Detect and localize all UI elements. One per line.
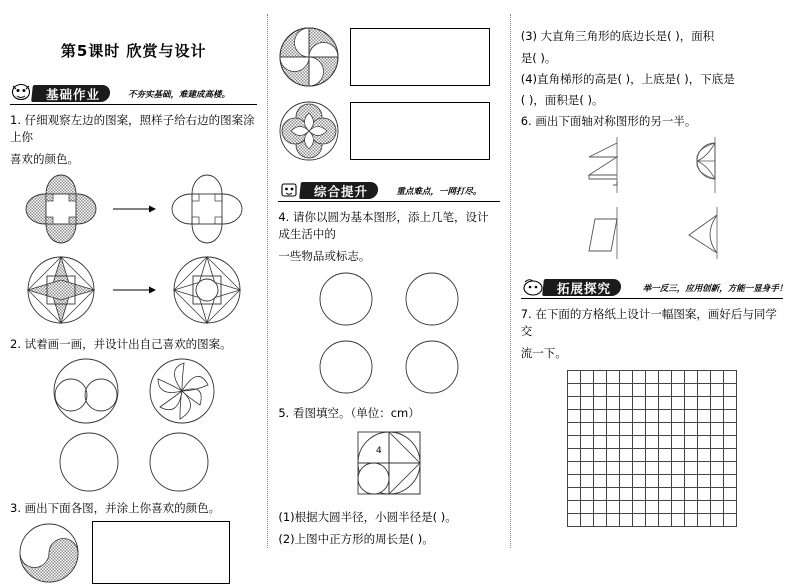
grid-cell[interactable] xyxy=(632,423,645,436)
grid-cell[interactable] xyxy=(658,384,671,397)
grid-cell[interactable] xyxy=(645,488,658,501)
grid-cell[interactable] xyxy=(580,501,593,514)
section-banner-comprehensive xyxy=(278,180,499,202)
grid-cell[interactable] xyxy=(580,397,593,410)
grid-cell[interactable] xyxy=(593,397,606,410)
pattern-star-circle-blank[interactable] xyxy=(167,252,247,328)
grid-cell[interactable] xyxy=(723,475,736,488)
grid-cell[interactable] xyxy=(619,501,632,514)
grid-cell[interactable] xyxy=(671,384,684,397)
grid-cell[interactable] xyxy=(619,397,632,410)
grid-cell[interactable] xyxy=(658,514,671,527)
grid-cell[interactable] xyxy=(619,436,632,449)
grid-row xyxy=(567,436,736,449)
four-petal-circle-pattern xyxy=(278,100,340,162)
grid-cell[interactable] xyxy=(658,410,671,423)
grid-cell[interactable] xyxy=(580,488,593,501)
question-5: 5. 看图填空。（单位：cm） xyxy=(278,406,420,420)
grid-cell[interactable] xyxy=(723,410,736,423)
grid-cell[interactable] xyxy=(697,501,710,514)
grid-cell[interactable] xyxy=(684,410,697,423)
grid-cell[interactable] xyxy=(671,449,684,462)
symmetry-figure-parallelogram[interactable] xyxy=(573,205,631,261)
grid-cell[interactable] xyxy=(619,488,632,501)
section-banner-subtitle-2: 重点难点，一网打尽。 xyxy=(396,187,482,197)
grid-cell[interactable] xyxy=(645,449,658,462)
grid-cell[interactable] xyxy=(697,371,710,384)
grid-cell[interactable] xyxy=(567,423,580,436)
grid-cell[interactable] xyxy=(710,410,723,423)
symmetry-figure-zigzag[interactable] xyxy=(573,135,631,195)
question-2-figures-top xyxy=(10,357,257,425)
pinwheel-circle-pattern xyxy=(278,26,340,88)
grid-cell[interactable] xyxy=(619,410,632,423)
grid-cell[interactable] xyxy=(593,449,606,462)
question-4-circles-bottom xyxy=(278,339,499,395)
question-1-figure-row-b xyxy=(10,252,257,328)
grid-cell[interactable] xyxy=(723,462,736,475)
grid-cell[interactable] xyxy=(619,449,632,462)
question-3b-line2: 是( )。 xyxy=(520,51,557,65)
grid-cell[interactable] xyxy=(684,371,697,384)
grid-cell[interactable] xyxy=(710,371,723,384)
column-middle xyxy=(268,0,509,567)
grid-row xyxy=(567,475,736,488)
empty-circle-q4-2[interactable] xyxy=(404,271,460,327)
grid-cell[interactable] xyxy=(710,488,723,501)
design-grid[interactable] xyxy=(567,370,737,527)
grid-cell[interactable] xyxy=(567,410,580,423)
grid-row xyxy=(567,384,736,397)
grid-row xyxy=(567,371,736,384)
grid-cell[interactable] xyxy=(645,514,658,527)
grid-cell[interactable] xyxy=(697,436,710,449)
grid-cell[interactable] xyxy=(697,462,710,475)
grid-cell[interactable] xyxy=(723,397,736,410)
grid-cell[interactable] xyxy=(619,514,632,527)
grid-cell[interactable] xyxy=(567,514,580,527)
grid-cell[interactable] xyxy=(671,436,684,449)
grid-cell[interactable] xyxy=(710,384,723,397)
grid-cell[interactable] xyxy=(697,384,710,397)
question-7-line1: 7. 在下面的方格纸上设计一幅图案，画好后与同学交 xyxy=(520,307,777,338)
grid-cell[interactable] xyxy=(593,436,606,449)
arrow-right-icon-2 xyxy=(111,283,157,297)
question-4-circles-top xyxy=(278,271,499,327)
column-right xyxy=(511,0,793,567)
grid-cell[interactable] xyxy=(580,449,593,462)
grid-cell[interactable] xyxy=(671,462,684,475)
question-4-line2: 一些物品或标志。 xyxy=(278,249,371,263)
page-title: 第5课时 欣赏与设计 xyxy=(60,42,207,60)
grid-cell[interactable] xyxy=(567,384,580,397)
grid-cell[interactable] xyxy=(580,462,593,475)
grid-row xyxy=(567,397,736,410)
question-1-figure-row-a xyxy=(10,170,257,248)
grid-cell[interactable] xyxy=(697,475,710,488)
grid-cell[interactable] xyxy=(593,462,606,475)
grid-cell[interactable] xyxy=(606,449,619,462)
grid-cell[interactable] xyxy=(645,462,658,475)
grid-cell[interactable] xyxy=(632,449,645,462)
grid-cell[interactable] xyxy=(593,501,606,514)
grid-row xyxy=(567,423,736,436)
grid-cell[interactable] xyxy=(645,436,658,449)
grid-row xyxy=(567,514,736,527)
grid-cell[interactable] xyxy=(580,436,593,449)
pattern-answer-box-2[interactable] xyxy=(350,102,490,160)
grid-cell[interactable] xyxy=(567,397,580,410)
grid-cell[interactable] xyxy=(632,410,645,423)
empty-circle-q4-3[interactable] xyxy=(318,339,374,395)
grid-cell[interactable] xyxy=(580,423,593,436)
grid-cell[interactable] xyxy=(619,462,632,475)
question-7-grid-wrap xyxy=(521,370,783,527)
grid-cell[interactable] xyxy=(632,462,645,475)
grid-cell[interactable] xyxy=(606,488,619,501)
question-2: 2. 试着画一画，并设计出自己喜欢的图案。 xyxy=(10,337,232,351)
grid-cell[interactable] xyxy=(632,384,645,397)
section-banner-subtitle-3: 举一反三，应用创新，方能一显身手！ xyxy=(642,284,788,294)
grid-cell[interactable] xyxy=(723,449,736,462)
grid-cell[interactable] xyxy=(645,475,658,488)
grid-cell[interactable] xyxy=(658,449,671,462)
grid-row xyxy=(567,501,736,514)
grid-cell[interactable] xyxy=(645,501,658,514)
grid-cell[interactable] xyxy=(684,462,697,475)
question-1-line2: 喜欢的颜色。 xyxy=(10,152,79,166)
grid-cell[interactable] xyxy=(658,436,671,449)
section-banner-basic xyxy=(10,83,257,105)
grid-row xyxy=(567,462,736,475)
question-4-line1: 4. 请你以圆为基本图形，添上几笔，设计成生活中的 xyxy=(278,210,489,241)
question-6-figures-top xyxy=(521,135,783,195)
empty-circle-2[interactable] xyxy=(148,431,210,493)
grid-cell[interactable] xyxy=(723,488,736,501)
pattern-answer-row-2 xyxy=(278,100,499,162)
banner-rule-3 xyxy=(521,298,783,299)
circle-swirl-pattern xyxy=(148,357,216,425)
grid-cell[interactable] xyxy=(723,384,736,397)
grid-cell[interactable] xyxy=(567,475,580,488)
grid-cell[interactable] xyxy=(567,371,580,384)
grid-cell[interactable] xyxy=(671,514,684,527)
grid-cell[interactable] xyxy=(710,475,723,488)
grid-cell[interactable] xyxy=(697,410,710,423)
pattern-answer-box-1[interactable] xyxy=(350,28,490,86)
grid-cell[interactable] xyxy=(632,501,645,514)
grid-cell[interactable] xyxy=(593,384,606,397)
question-1-line1: 1. 仔细观察左边的图案，照样子给右边的图案涂上你 xyxy=(10,113,255,144)
grid-cell[interactable] xyxy=(723,514,736,527)
question-3-figures xyxy=(10,521,257,584)
grid-cell[interactable] xyxy=(645,410,658,423)
column-left xyxy=(0,0,267,567)
grid-cell[interactable] xyxy=(567,501,580,514)
grid-cell[interactable] xyxy=(632,514,645,527)
grid-cell[interactable] xyxy=(632,488,645,501)
section-banner-label-2: 综合提升 xyxy=(299,182,379,199)
pattern-petal-square-blank[interactable] xyxy=(167,170,247,248)
grid-cell[interactable] xyxy=(710,423,723,436)
grid-cell[interactable] xyxy=(567,488,580,501)
grid-cell[interactable] xyxy=(632,371,645,384)
grid-cell[interactable] xyxy=(723,423,736,436)
figure-label-4: 4 xyxy=(376,446,382,456)
grid-row xyxy=(567,488,736,501)
grid-cell[interactable] xyxy=(580,514,593,527)
grid-cell[interactable] xyxy=(580,475,593,488)
grid-cell[interactable] xyxy=(658,475,671,488)
circle-square-triangle-figure xyxy=(349,425,429,503)
grid-cell[interactable] xyxy=(684,475,697,488)
grid-cell[interactable] xyxy=(580,384,593,397)
question-3: 3. 画出下面各图，并涂上你喜欢的颜色。 xyxy=(10,501,221,515)
grid-cell[interactable] xyxy=(658,423,671,436)
pattern-petal-square-shaded xyxy=(21,170,101,248)
grid-row xyxy=(567,410,736,423)
circle-two-inner-circles xyxy=(52,357,120,425)
grid-cell[interactable] xyxy=(606,436,619,449)
grid-cell[interactable] xyxy=(593,423,606,436)
grid-cell[interactable] xyxy=(671,475,684,488)
question-4b-line2: ( )，面积是( )。 xyxy=(520,93,604,107)
question-2-figures-bottom xyxy=(10,431,257,493)
grid-cell[interactable] xyxy=(723,501,736,514)
grid-cell[interactable] xyxy=(671,501,684,514)
grid-cell[interactable] xyxy=(619,423,632,436)
section-banner-label: 基础作业 xyxy=(31,85,111,102)
section-banner-label-3: 拓展探究 xyxy=(542,279,622,296)
grid-cell[interactable] xyxy=(658,397,671,410)
grid-cell[interactable] xyxy=(671,488,684,501)
grid-cell[interactable] xyxy=(593,410,606,423)
grid-cell[interactable] xyxy=(684,514,697,527)
grid-cell[interactable] xyxy=(697,488,710,501)
grid-cell[interactable] xyxy=(671,423,684,436)
grid-cell[interactable] xyxy=(606,501,619,514)
banner-rule xyxy=(10,104,257,105)
symmetry-figure-leaf-circle[interactable] xyxy=(673,135,731,195)
grid-cell[interactable] xyxy=(684,384,697,397)
question-5-figure xyxy=(278,425,499,503)
grid-cell[interactable] xyxy=(671,371,684,384)
grid-cell[interactable] xyxy=(658,371,671,384)
grid-cell[interactable] xyxy=(606,462,619,475)
symmetry-figure-concave[interactable] xyxy=(673,205,731,261)
question-4b-line1: (4)直角梯形的高是( )，上底是( )，下底是 xyxy=(520,72,735,86)
arrow-right-icon xyxy=(111,202,157,216)
grid-cell[interactable] xyxy=(671,410,684,423)
grid-cell[interactable] xyxy=(567,436,580,449)
empty-circle-q4-1[interactable] xyxy=(318,271,374,327)
grid-cell[interactable] xyxy=(697,514,710,527)
grid-cell[interactable] xyxy=(580,371,593,384)
yin-yang-circle xyxy=(18,522,80,584)
grid-cell[interactable] xyxy=(619,384,632,397)
grid-cell[interactable] xyxy=(710,449,723,462)
grid-cell[interactable] xyxy=(697,423,710,436)
grid-cell[interactable] xyxy=(684,397,697,410)
section-banner-extension xyxy=(521,277,788,299)
grid-cell[interactable] xyxy=(632,397,645,410)
grid-cell[interactable] xyxy=(697,397,710,410)
grid-cell[interactable] xyxy=(632,436,645,449)
grid-cell[interactable] xyxy=(619,475,632,488)
empty-circle-1[interactable] xyxy=(58,431,120,493)
grid-cell[interactable] xyxy=(671,397,684,410)
grid-cell[interactable] xyxy=(606,397,619,410)
grid-row xyxy=(567,449,736,462)
grid-cell[interactable] xyxy=(645,371,658,384)
grid-cell[interactable] xyxy=(684,423,697,436)
banner-rule-2 xyxy=(278,201,499,202)
grid-cell[interactable] xyxy=(710,514,723,527)
grid-cell[interactable] xyxy=(684,501,697,514)
grid-cell[interactable] xyxy=(606,475,619,488)
question-6: 6. 画出下面轴对称图形的另一半。 xyxy=(520,114,697,128)
question-5-sub2: (2)上图中正方形的周长是( )。 xyxy=(278,532,434,546)
grid-cell[interactable] xyxy=(710,436,723,449)
grid-cell[interactable] xyxy=(606,423,619,436)
grid-cell[interactable] xyxy=(593,475,606,488)
pattern-star-circle-shaded xyxy=(21,252,101,328)
grid-cell[interactable] xyxy=(606,514,619,527)
grid-cell[interactable] xyxy=(606,371,619,384)
grid-cell[interactable] xyxy=(645,384,658,397)
grid-cell[interactable] xyxy=(697,449,710,462)
question-5-sub1: (1)根据大圆半径，小圆半径是( )。 xyxy=(278,510,457,524)
grid-cell[interactable] xyxy=(658,462,671,475)
grid-cell[interactable] xyxy=(606,410,619,423)
grid-cell[interactable] xyxy=(658,488,671,501)
grid-cell[interactable] xyxy=(593,371,606,384)
grid-cell[interactable] xyxy=(710,462,723,475)
question-3-answer-box[interactable] xyxy=(92,521,230,584)
grid-cell[interactable] xyxy=(723,371,736,384)
grid-cell[interactable] xyxy=(606,384,619,397)
grid-cell[interactable] xyxy=(645,423,658,436)
empty-circle-q4-4[interactable] xyxy=(404,339,460,395)
grid-cell[interactable] xyxy=(658,501,671,514)
grid-cell[interactable] xyxy=(567,462,580,475)
grid-cell[interactable] xyxy=(684,488,697,501)
grid-cell[interactable] xyxy=(593,514,606,527)
grid-cell[interactable] xyxy=(710,501,723,514)
grid-cell[interactable] xyxy=(567,449,580,462)
grid-cell[interactable] xyxy=(593,488,606,501)
grid-cell[interactable] xyxy=(723,436,736,449)
grid-cell[interactable] xyxy=(684,449,697,462)
question-3b-line1: (3) 大直角三角形的底边长是( )，面积 xyxy=(520,29,715,43)
pattern-answer-row-1 xyxy=(278,26,499,88)
question-7-line2: 流一下。 xyxy=(520,346,567,360)
section-banner-subtitle: 不夯实基础，难建成高楼。 xyxy=(128,90,231,100)
grid-cell[interactable] xyxy=(645,397,658,410)
grid-cell[interactable] xyxy=(619,371,632,384)
grid-cell[interactable] xyxy=(580,410,593,423)
grid-cell[interactable] xyxy=(710,397,723,410)
grid-cell[interactable] xyxy=(632,475,645,488)
grid-cell[interactable] xyxy=(684,436,697,449)
question-6-figures-bottom xyxy=(521,205,783,261)
